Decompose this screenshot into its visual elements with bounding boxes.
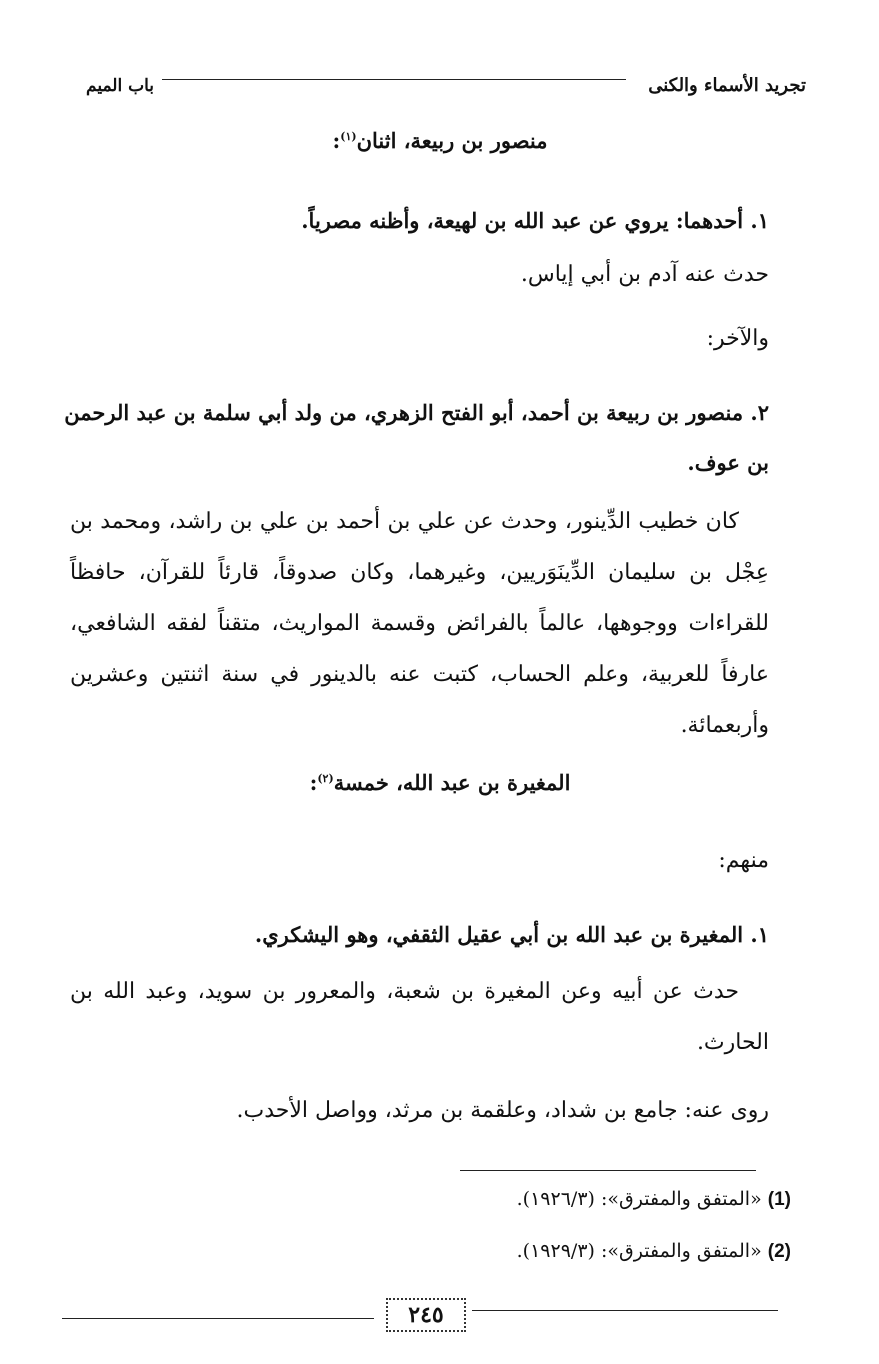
entry-title: ٢. منصور بن ربيعة بن أحمد، أبو الفتح الزهري، من ولد أبي سلمة بن عبد الرحمن بن عوف. — [64, 400, 769, 475]
section-heading — [60, 128, 820, 153]
footnote — [517, 1188, 791, 1211]
entry-title: ١. المغيرة بن عبد الله بن أبي عقيل الثقفي، وهو اليشكري. — [254, 922, 769, 947]
footnote — [517, 1240, 791, 1263]
other-label: والآخر: — [706, 326, 769, 351]
narration-line: حدث عنه آدم بن أبي إياس. — [520, 262, 769, 287]
bottom-rule — [62, 1318, 374, 1319]
page-number: ٢٤٥ — [408, 1302, 444, 1328]
bottom-rule — [472, 1310, 778, 1311]
section-heading — [60, 770, 820, 795]
section-heading-text: منصور بن ربيعة، اثنان — [356, 128, 548, 153]
intro-label: منهم: — [718, 848, 769, 873]
page-number-box — [386, 1298, 466, 1332]
heading-colon: : — [309, 770, 318, 795]
students-line: روى عنه: جامع بن شداد، وعلقمة بن مرثد، وواصل الأحدب. — [236, 1098, 769, 1123]
chapter-title: باب الميم — [86, 76, 155, 96]
footnote-text: «المتفق والمفترق»: (١٩٢٦/٣). — [516, 1188, 762, 1210]
footnote-text: «المتفق والمفترق»: (١٩٢٩/٣). — [516, 1240, 762, 1262]
book-title: تجريد الأسماء والكنى — [648, 75, 806, 96]
section-heading-text: المغيرة بن عبد الله، خمسة — [333, 770, 571, 795]
running-header — [72, 62, 806, 102]
footnote-number: (1) — [767, 1189, 791, 1210]
biography-paragraph: كان خطيب الدِّينور، وحدث عن علي بن أحمد بن علي بن راشد، ومحمد بن عِجْل بن سليمان الدِّينَوَريين، وغيرهما، وكان صدوقاً، قارئاً للقرآن، حافظاً للقراءات ووجوهها، عالماً بالفرائض وقسمة المواريث، متقناً لفقه الشافعي، عارفاً للعربية، وعلم الحساب، كتبت عنه بالدينور في سنة اثنتين وعشرين وأربعمائة. — [70, 509, 769, 738]
footnote-rule — [460, 1170, 756, 1171]
header-rule — [162, 79, 626, 80]
heading-colon: : — [332, 128, 341, 153]
footnote-ref: (٢) — [317, 772, 334, 785]
narration-paragraph: حدث عن أبيه وعن المغيرة بن شعبة، والمعرور بن سويد، وعبد الله بن الحارث. — [70, 979, 769, 1055]
footnote-ref: (١) — [340, 130, 357, 143]
entry-title: ١. أحدهما: يروي عن عبد الله بن لهيعة، وأظنه مصرياً. — [301, 208, 769, 233]
footnote-number: (2) — [767, 1241, 791, 1262]
